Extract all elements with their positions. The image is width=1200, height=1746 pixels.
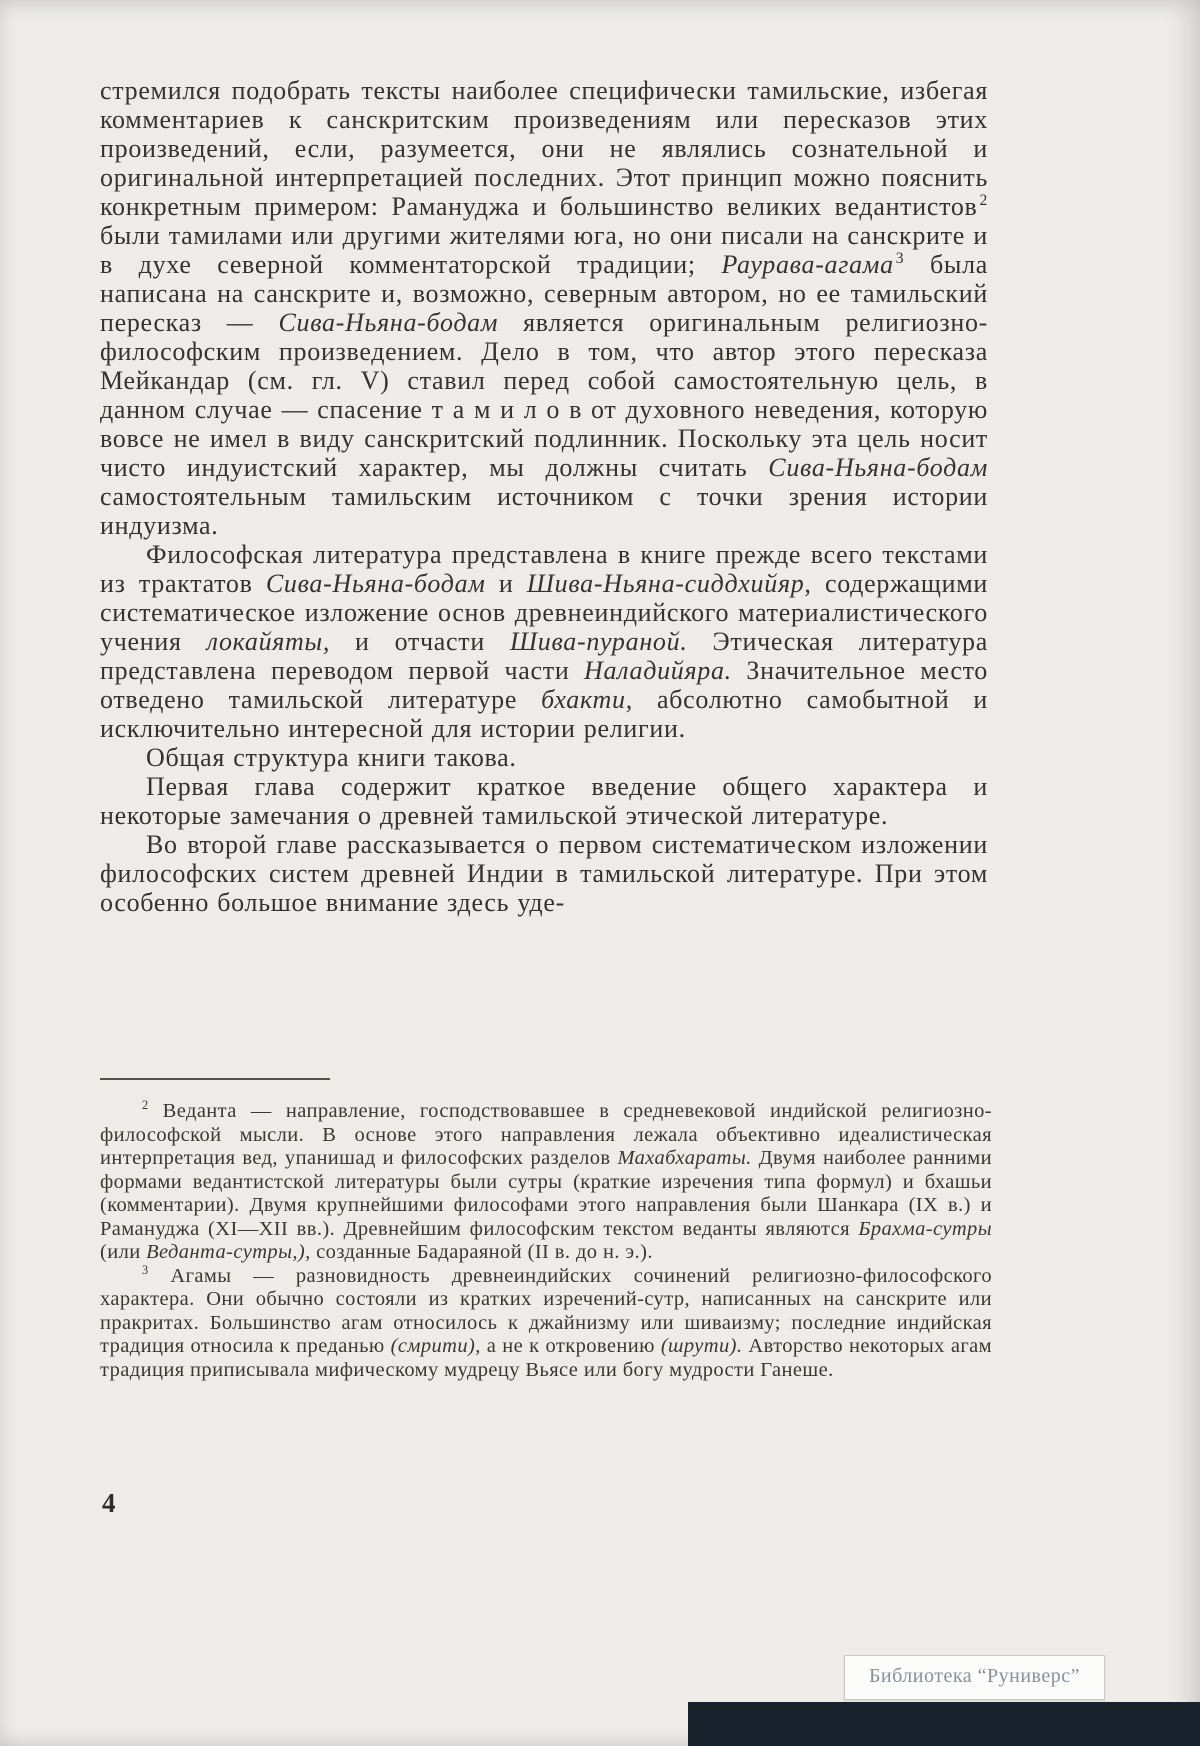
text-run: самостоятельным тамильским источником с точки зрения истории индуизма. (100, 482, 988, 540)
text-run: была написана на санскрите и, возможно, северным автором, но ее тамильский пересказ — (100, 250, 988, 337)
footnote-ref: 3 (142, 1262, 149, 1277)
footnote-separator (100, 1078, 330, 1080)
text-run: Значительное место отведено тамильской литературе (100, 656, 988, 714)
text-run: Первая глава содержит краткое введение общего характера и некоторые замечания о древней тамильской этической литературе. (100, 772, 988, 830)
footnote-ref: 3 (895, 250, 905, 268)
paragraph (100, 1100, 992, 1265)
text-run: Наладийяра. (584, 656, 732, 685)
footnote-ref: 2 (979, 192, 988, 210)
text-run: Махабхараты. (617, 1147, 752, 1169)
text-run: Шива-пураной. (509, 627, 688, 656)
text-run: Агамы — разновидность древнеиндийских сочинений религиозно-философского характера. Они обычно состояли из кратких изречений-сутр, написанных на санскрите или пракритах. Большинство агам относилось к джайнизму или шиваизму; последние индийская традиция относила к преданью (100, 1264, 992, 1357)
text-run: содержащими систематическое изложение основ древнеиндийского материалистического учения (100, 569, 989, 656)
text-run: (или (100, 1241, 147, 1263)
paragraph (100, 76, 988, 540)
text-run: и отчасти (330, 627, 510, 656)
text-run: Сива-Ньяна-бодам (278, 308, 499, 337)
footnote-ref: 2 (142, 1098, 149, 1113)
text-run: Брахма-сутры (858, 1217, 992, 1240)
paragraph (100, 540, 988, 743)
text-run: Раурава-агама (721, 250, 894, 279)
paragraph (100, 1262, 992, 1383)
text-run: были тамилами или другими жителями юга, но они писали на санскрите и в духе северной комментаторской традиции; (100, 221, 988, 279)
watermark-bar (688, 1702, 1200, 1746)
paragraph (100, 772, 988, 830)
footnotes-block (100, 1100, 992, 1382)
text-run: Во второй главе рассказывается о первом систематическом изложении философских систем древней Индии в тамильской литературе. При этом особенно большое внимание здесь уде- (100, 830, 988, 917)
text-run: стремился подобрать тексты наиболее специфически тамильские, избегая комментариев к санскритским произведениям или пересказов этих произведений, если, разумеется, они не являлись сознательной и оригинальной интерпретацией последних. Этот принцип можно пояснить конкретным примером: Рамануджа и большинство великих ведантистов (100, 76, 988, 221)
text-run: Сива-Ньяна-бодам (265, 569, 486, 598)
text-run: бхакти, (541, 685, 633, 714)
text-run: а не к откровению (480, 1335, 661, 1357)
text-run: Сива-Ньяна-бодам (768, 453, 988, 482)
text-run: (шрути). (660, 1335, 743, 1357)
text-run: абсолютно самобытной и исключительно интересной для истории религии. (100, 685, 988, 743)
text-run: локайяты, (206, 627, 331, 656)
text-run: Шива-Ньяна-сиддхийяр, (526, 569, 812, 598)
text-run: и (485, 569, 527, 598)
text-run: Общая структура книги такова. (146, 743, 517, 772)
text-run: Веданта — направление, господствовавшее в средневековой индийской религиозно-философской мысли. В основе этого направления лежала объективно идеалистическая интерпретация вед, упанишад и философских разделов (100, 1100, 992, 1169)
main-text-block (100, 76, 988, 917)
text-run: (смрити), (390, 1335, 481, 1357)
paragraph (100, 830, 988, 917)
text-run: Этическая литература представлена переводом первой части (100, 627, 988, 685)
page-number: 4 (102, 1488, 116, 1518)
text-run: является оригинальным религиозно-философским произведением. Дело в том, что автор этого пересказа Мейкандар (см. гл. V) ставил перед собой самостоятельную цель, в данном случае — спасение т а м и л о в от духовного неведения, которую вовсе не имел в виду санскритский подлинник. Поскольку эта цель носит чисто индуистский характер, мы должны считать (100, 308, 988, 482)
text-run: созданные Бадараяной (II в. до н. э.). (310, 1241, 653, 1263)
library-watermark: Библиотека “Руниверс” (844, 1655, 1105, 1700)
text-run: Веданта-сутры,), (146, 1241, 311, 1263)
text-run: Двумя наиболее ранними формами ведантистской литературы были сутры (краткие изречения типа формул) и бхашьи (комментарии). Двумя крупнейшими философами этого направления были Шанкара (IX в.) и Рамануджа (XI—XII вв.). Древнейшим философским текстом веданты являются (100, 1147, 992, 1240)
paragraph (100, 743, 988, 772)
text-run: Авторство некоторых агам традиция приписывала мифическому мудрецу Вьясе или богу мудрости Ганеше. (100, 1335, 992, 1381)
text-run: Философская литература представлена в книге прежде всего текстами из трактатов (100, 540, 988, 598)
